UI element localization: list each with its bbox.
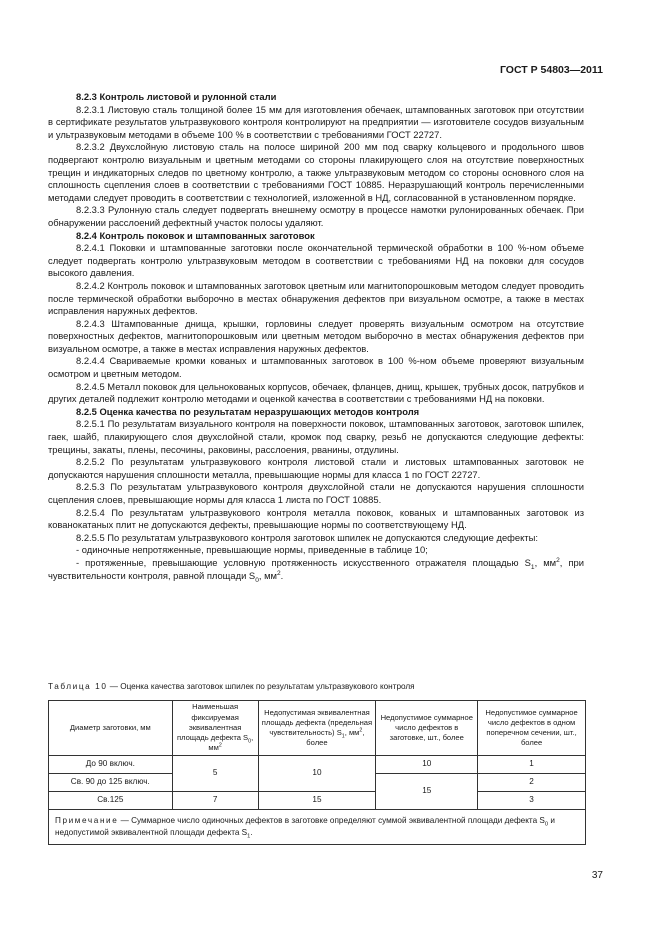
table-note (49, 810, 586, 845)
cell-diameter: До 90 включ. (49, 756, 173, 774)
header-col3-sup: 2 (359, 727, 363, 734)
last-item-part-e: . (280, 569, 284, 581)
note-text-b: и недопустимой эквивалентной площади дефекта S (55, 816, 555, 837)
header-col3-text: Недопустимая эквивалентная площадь дефекта (предельная чувствительность) S (261, 707, 373, 737)
table-caption-label: Таблица 10 (48, 682, 108, 691)
last-item-sup2: 2 (276, 569, 281, 577)
paragraph: 8.2.5.1 По результатам визуального контроля на поверхности поковок, штампованных заготовок, заготовок шпилек, гаек, шайб, плакирующего слоя двухслойной стали, кромок под сварку, резьб не допускаются следующие дефекты: трещины, закаты, плены, песочины, раковины, расслоения, рванины, отдулины. (48, 418, 584, 455)
last-item-part-d: , мм (258, 569, 277, 581)
table-caption (48, 682, 588, 691)
note-label: Примечание (55, 816, 119, 825)
page-number: 37 (591, 870, 603, 881)
note-sub1: 0 (544, 821, 549, 828)
paragraph: 8.2.4.5 Металл поковок для цельнокованых корпусов, обечаек, фланцев, днищ, крышек, трубных досок, патрубков и других деталей подлежит контролю методами и оценкой качества в соответствии с требованиями НД на поковки. (48, 380, 584, 405)
table-row (49, 792, 586, 810)
last-item-sub1: 1 (530, 563, 535, 571)
last-item-part-b: , мм (534, 556, 557, 568)
cell-s0: 7 (172, 792, 258, 810)
header-col2-sup: 2 (218, 742, 222, 749)
note-text-a: — Суммарное число одиночных дефектов в заготовке определяют суммой эквивалентной площади дефекта S (118, 816, 545, 825)
paragraph: 8.2.5.2 По результатам ультразвукового контроля листовой стали и листовых штампованных заготовок не допускаются нарушения сплошности металла, превышающие нормы для класса 1 по ГОСТ 22727. (48, 456, 584, 480)
paragraph-protracted-defects (48, 557, 584, 582)
header-total-defects: Недопустимое суммарное число дефектов в заготовке, шт., более (376, 701, 478, 756)
header-unacceptable-area (258, 701, 376, 756)
cell-s1: 15 (258, 792, 376, 810)
paragraph: 8.2.5.3 По результатам ультразвукового контроля двухслойной стали не допускаются нарушения сплошности сцепления слоев, превышающие нормы для класса 1 листа по ГОСТ 10885. (48, 481, 584, 505)
table-10 (48, 700, 586, 845)
paragraph-list (48, 91, 584, 557)
header-col2-sub: 0 (248, 738, 252, 745)
section-heading: 8.2.5 Оценка качества по результатам неразрушающих методов контроля (76, 405, 420, 417)
cell-s0: 5 (172, 756, 258, 792)
section-heading: 8.2.3 Контроль листовой и рулонной стали (76, 91, 277, 102)
cell-diameter: Св.125 (49, 792, 173, 810)
cell-section: 3 (478, 792, 586, 810)
cell-section: 1 (478, 756, 586, 774)
header-col3-sub: 1 (341, 733, 345, 740)
note-sub2: 1 (247, 833, 251, 840)
paragraph: 8.2.3.3 Рулонную сталь следует подвергать внешнему осмотру в процессе намотки рулонированных обечаек. При обнаружении расслоений дефектный участок полосы удаляют. (48, 204, 584, 228)
last-item-sub2: 0 (255, 576, 259, 584)
note-text-c: . (250, 828, 253, 837)
paragraph: - одиночные непротяженные, превышающие нормы, приведенные в таблице 10; (76, 544, 428, 556)
header-col2-unit: , мм (208, 733, 254, 753)
cell-section: 2 (478, 774, 586, 792)
paragraph: 8.2.4.2 Контроль поковок и штампованных заготовок цветным или магнитопорошковым методом следует проводить после термической обработки выборочно в местах обнаружения дефектов при визуальном осмотре, а также в местах исправления наружных дефектов. (48, 279, 584, 317)
paragraph: 8.2.5.4 По результатам ультразвукового контроля металла поковок, кованых и штампованных заготовок из кованокатаных плит не допускаются дефекты, превышающие нормы по соответствующему НД. (48, 506, 584, 531)
paragraph: 8.2.4.1 Поковки и штампованные заготовки после окончательной термической обработки в 100 %-ном объеме следует подвергать контролю ультразвуковым методом в соответствии с требованиями НД на поковки для сосудов высокого давления. (48, 242, 584, 279)
header-min-fixed-area (172, 701, 258, 756)
table-row (49, 756, 586, 774)
header-section-defects: Недопустимое суммарное число дефектов в одном поперечном сечении, шт., более (478, 701, 586, 756)
cell-diameter: Св. 90 до 125 включ. (49, 774, 173, 792)
cell-s1: 10 (258, 756, 376, 792)
header-diameter: Диаметр заготовки, мм (49, 701, 173, 756)
cell-total: 10 (376, 756, 478, 774)
paragraph: 8.2.4.4 Свариваемые кромки кованых и штампованных заготовок в 100 %-ном объеме проверяют визуальным осмотром и цветным методом. (48, 355, 584, 380)
section-heading: 8.2.4 Контроль поковок и штампованных заготовок (76, 229, 315, 241)
last-item-part-c: , при чувствительности контроля, равной площади S (48, 556, 584, 581)
table-caption-text: — Оценка качества заготовок шпилек по результатам ультразвукового контроля (107, 682, 415, 691)
paragraph: 8.2.3.1 Листовую сталь толщиной более 15 мм для изготовления обечаек, штампованных заготовок при отсутствии в сертификате результатов ультразвукового контроля контролируют на предприятии — изготовителе сосудов визуальным и ультразвуковым методами в объеме 100 % в соответствии с требованиями ГОСТ 22727. (48, 103, 584, 140)
table-note-row (49, 810, 586, 845)
paragraph: 8.2.5.5 По результатам ультразвукового контроля заготовок шпилек не допускаются следующие дефекты: (76, 531, 538, 543)
header-col3-unit: , мм (344, 728, 360, 737)
table-header-row (49, 701, 586, 756)
header-col2-text: Наименьшая фиксируемая эквивалентная площадь дефекта S (176, 702, 249, 743)
header-col3-more: , более (306, 728, 365, 748)
paragraph: 8.2.4.3 Штампованные днища, крышки, горловины следует проверять визуальным осмотром на отсутствие поверхностных дефектов, магнитопорошковым или цветным методом выборочно в местах обнаружения дефектов при визуальном осмотре, а также в местах исправления наружных дефектов. (48, 317, 584, 354)
last-item-part-a: - протяженные, превышающие условную протяженность искусственного отражателя площадью S (76, 556, 531, 568)
document-id-header: ГОСТ Р 54803—2011 (499, 64, 603, 76)
paragraph: 8.2.3.2 Двухслойную листовую сталь на полосе шириной 200 мм под сварку кольцевого и продольного швов подвергают контролю визуальным и цветным методами со стороны плакирующего слоя на отсутствие поверхностных трещин и индикаторных следов по цветному контролю, а также ультразвуковым методом со стороны основного слоя на сплошность сцепления слоев в соответствии с требованиями ГОСТ 10885. Неразрушающий контроль перечисленными методами следует проводить в соответствии с технологией, изложенной в НД, согласованной в установленном порядке. (48, 141, 584, 203)
last-item-sup1: 2 (556, 556, 560, 564)
cell-total: 15 (376, 774, 478, 810)
document-body (48, 91, 584, 582)
